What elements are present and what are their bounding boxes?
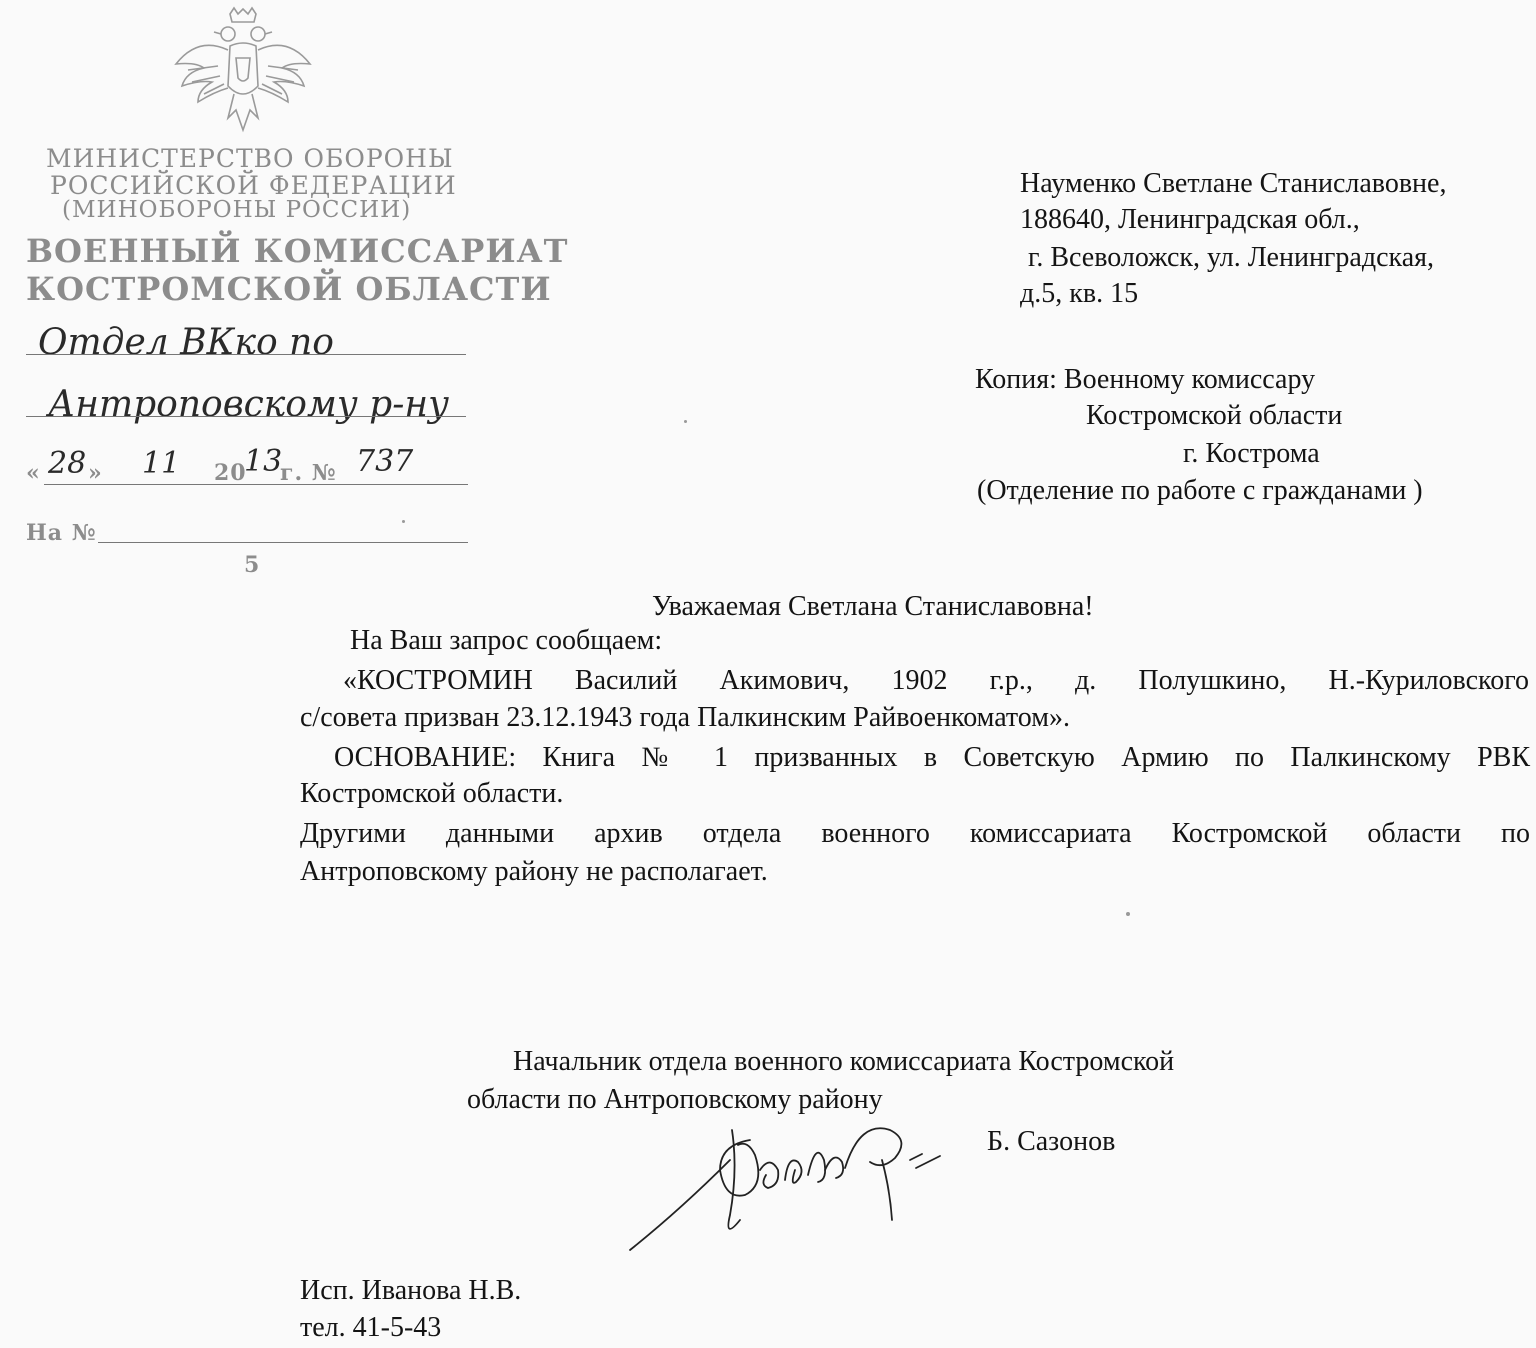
stamp-underline-1 — [26, 354, 466, 355]
stamp-region-line: КОСТРОМСКОЙ ОБЛАСТИ — [26, 270, 552, 308]
signatory-title-line-2: области по Антроповскому району — [467, 1084, 883, 1115]
copy-region: Костромской области — [1086, 400, 1343, 431]
stamp-underline-4 — [98, 542, 468, 543]
scan-speck — [402, 520, 405, 523]
year-prefix: 20 — [214, 460, 247, 486]
signatory-name: Б. Сазонов — [987, 1126, 1116, 1157]
stamp-underline-3 — [44, 484, 468, 485]
copy-department: (Отделение по работе с гражданами ) — [977, 475, 1423, 506]
other-data-line-1: Другими данными архив отдела военного комиссариата Костромской области по — [300, 818, 1530, 849]
stamp-underline-2 — [26, 416, 466, 417]
outgoing-number: 737 — [356, 444, 414, 479]
number-label: г. № — [280, 460, 337, 486]
date-month: 11 — [142, 446, 181, 481]
other-data-line-2: Антроповскому району не располагает. — [300, 856, 768, 887]
copy-label-line: Копия: Военному комиссару — [975, 364, 1316, 395]
basis-line-2: Костромской области. — [300, 778, 564, 809]
recipient-city-street: г. Всеволожск, ул. Ленинградская, — [1028, 242, 1434, 273]
salutation: Уважаемая Светлана Станиславовна! — [652, 591, 1094, 622]
quote-line-2: с/совета призван 23.12.1943 года Палкинским Райвоенкоматом». — [300, 702, 1070, 733]
double-headed-eagle-icon — [168, 6, 318, 136]
stamp-short-name-line: (МИНОБОРОНЫ РОССИИ) — [62, 197, 412, 223]
recipient-name: Науменко Светлане Станиславовне, — [1020, 168, 1447, 199]
date-day: 28 — [48, 446, 87, 481]
basis-line-1: ОСНОВАНИЕ: Книга № 1 призванных в Советскую Армию по Палкинскому РВК — [334, 742, 1530, 773]
stamp-federation-line: РОССИЙСКОЙ ФЕДЕРАЦИИ — [50, 171, 457, 200]
year-suffix: 13 — [244, 444, 283, 479]
stamp-ministry-line: МИНИСТЕРСТВО ОБОРОНЫ — [46, 144, 454, 173]
stamp-commissariat-line: ВОЕННЫЙ КОМИССАРИАТ — [26, 232, 569, 270]
stamp-handwritten-department: Отдел ВКко по — [38, 322, 334, 363]
stamp-handwritten-district: Антроповскому р-ну — [48, 384, 449, 425]
handwritten-signature — [620, 1100, 960, 1260]
signatory-title-line-1: Начальник отдела военного комиссариата Костромской — [513, 1046, 1175, 1077]
executor-phone: тел. 41-5-43 — [300, 1312, 442, 1343]
intro-line: На Ваш запрос сообщаем: — [350, 625, 663, 656]
copy-city: г. Кострома — [1183, 438, 1320, 469]
reference-number-label: На № — [26, 520, 97, 546]
date-close-quote: » — [88, 460, 103, 486]
recipient-house: д.5, кв. 15 — [1020, 278, 1139, 309]
quote-line-1: «КОСТРОМИН Василий Акимович, 1902 г.р., д. Полушкино, Н.-Куриловского — [343, 665, 1529, 696]
stamp-small-digit: 5 — [244, 552, 261, 578]
recipient-postal: 188640, Ленинградская обл., — [1020, 204, 1360, 235]
executor-name: Исп. Иванова Н.В. — [300, 1275, 522, 1306]
scan-speck — [1126, 912, 1130, 916]
scan-speck — [684, 420, 687, 423]
date-open-quote: « — [26, 460, 41, 486]
